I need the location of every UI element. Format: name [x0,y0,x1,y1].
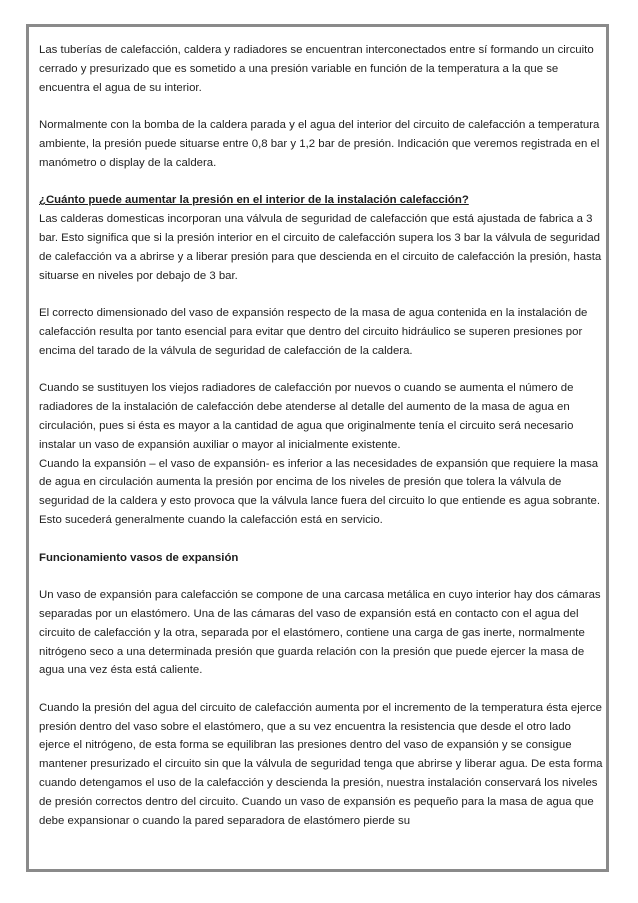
paragraph-safety-valve: Las calderas domesticas incorporan una válvula de seguridad de calefacción que está ajustada de fabrica a 3 bar. Esto significa que si la presión interior en el circuito de calefacción supera los 3 bar la válvula de seguridad de calefacción va a abrirse y a liberar presión para que descienda en el circuito de calefacción la presión, hasta situarse en niveles por debajo de 3 bar. [39,213,602,282]
document-page [26,24,609,872]
paragraph-normal-pressure: Normalmente con la bomba de la caldera parada y el agua del interior del circuito de calefacción a temperatura ambiente, la presión puede situarse entre 0,8 bar y 1,2 bar de presión. Indicación que veremos registrada en el manómetro o display de la caldera. [39,119,600,169]
heading-max-pressure: ¿Cuánto puede aumentar la presión en el interior de la instalación calefacción? [39,194,469,207]
paragraph-circuit-intro: Las tuberías de calefacción, caldera y radiadores se encuentran interconectados entre sí formando un circuito cerrado y presurizado que es sometido a una presión variable en función de la temperatura a la que se encuentra el agua de su interior. [39,44,594,94]
paragraph-radiator-replacement: Cuando se sustituyen los viejos radiadores de calefacción por nuevos o cuando se aumenta el número de radiadores de la instalación de calefacción debe atenderse al detalle del aumento de la masa de agua en circulación, pues si ésta es mayor a la cantidad de agua que originalmente tenía el circuito será necesario instalar un vaso de expansión auxiliar o mayor al inicialmente existente. [39,382,574,451]
document-body [39,41,604,849]
paragraph-insufficient-expansion: Cuando la expansión – el vaso de expansión- es inferior a las necesidades de expansión que requiere la masa de agua en circulación aumenta la presión por encima de los niveles de presión que tolera la válvula de seguridad de la caldera y esto provoca que la válvula lance fuera del circuito lo que entiende es agua sobrante. Esto sucederá generalmente cuando la calefacción está en servicio. [39,457,601,526]
paragraph-pressure-balance: Cuando la presión del agua del circuito de calefacción aumenta por el incremento de la temperatura ésta ejerce presión dentro del vaso sobre el elastómero, que a su vez encuentra la resistencia que desde el otro lado ejerce el nitrógeno, de esta forma se equilibran las presiones dentro del vaso de expansión y se consigue mantener presurizado el circuito sin que la válvula de seguridad tenga que abrirse y liberar agua. De esta forma cuando detengamos el uso de la calefacción y descienda la presión, nuestra instalación conservará los niveles de presión correctos dentro del circuito. Cuando un vaso de expansión es pequeño para la masa de agua que debe expansionar o cuando la pared separadora de elastómero pierde su [39,701,603,827]
paragraph-expansion-sizing: El correcto dimensionado del vaso de expansión respecto de la masa de agua contenida en la instalación de calefacción resulta por tanto esencial para evitar que dentro del circuito hidráulico se superen presiones por encima del tarado de la válvula de seguridad de calefacción de la caldera. [39,307,588,357]
heading-expansion-operation: Funcionamiento vasos de expansión [39,551,239,564]
paragraph-vessel-composition: Un vaso de expansión para calefacción se compone de una carcasa metálica en cuyo interior hay dos cámaras separadas por un elastómero. Una de las cámaras del vaso de expansión está en contacto con el agua del circuito de calefacción y la otra, separada por el elastómero, contiene una carga de gas inerte, normalmente nitrógeno seco a una determinada presión que guarda relación con la presión que puede ejercer la masa de agua una vez ésta está caliente. [39,589,601,677]
